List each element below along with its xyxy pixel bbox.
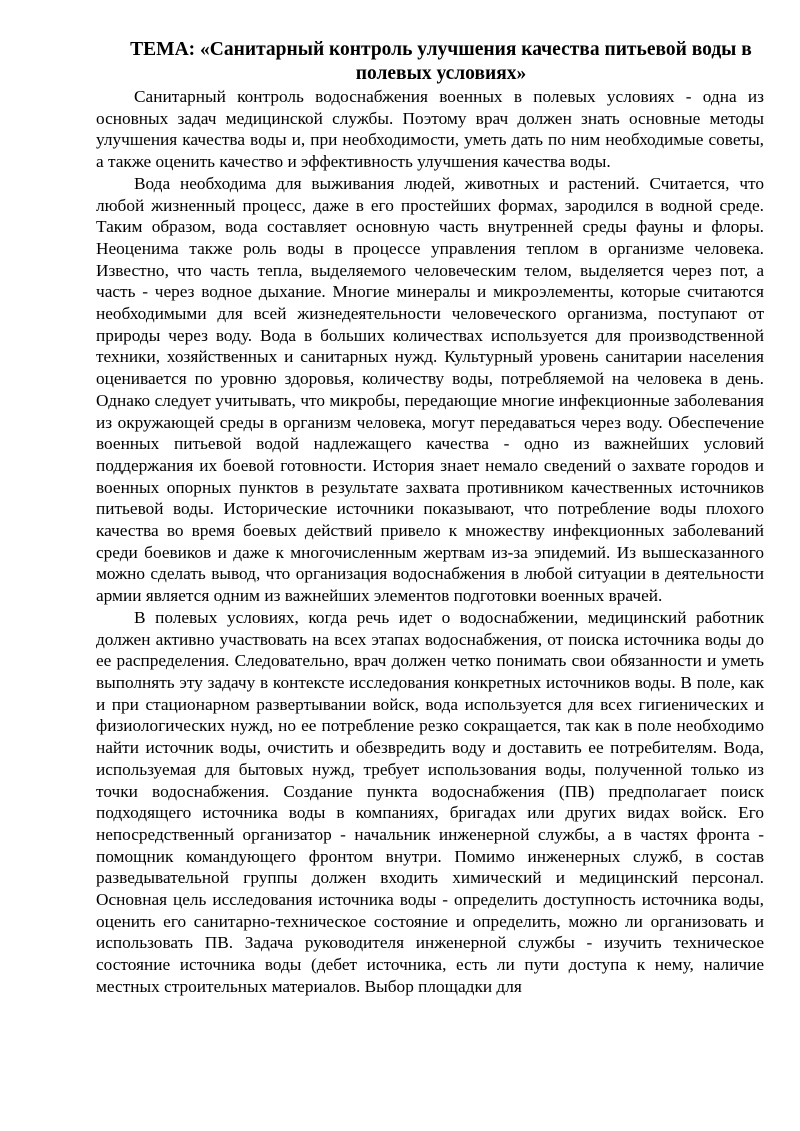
document-title: ТЕМА: «Санитарный контроль улучшения качества питьевой воды в полевых условиях» (130, 39, 752, 84)
document-page (96, 38, 764, 998)
paragraph-field-conditions: В полевых условиях, когда речь идет о водоснабжении, медицинский работник должен активно участвовать на всех этапах водоснабжения, от поиска источника воды до ее распределения. Следовательно, врач должен четко понимать свои обязанности и уметь выполнять эту задачу в контексте исследования конкретных источников воды. В поле, как и при стационарном развертывании войск, вода используется для всех гигиенических и физиологических нужд, но ее потребление резко сокращается, так как в поле необходимо найти источник воды, очистить и обезвредить воду и доставить ее потребителям. Вода, используемая для бытовых нужд, требует использования воды, полученной только из точки водоснабжения. Создание пункта водоснабжения (ПВ) предполагает поиск подходящего источника воды в компаниях, бригадах или других видах войск. Его непосредственный организатор - начальник инженерной службы, а в частях фронта - помощник командующего фронтом внутри. Помимо инженерных служб, в состав разведывательной группы должен входить химический и медицинский персонал. Основная цель исследования источника воды - определить доступность источника воды, оценить его санитарно-техническое состояние и определить, можно ли организовать и использовать ПВ. Задача руководителя инженерной службы - изучить техническое состояние источника воды (дебет источника, есть ли пути доступа к нему, наличие местных строительных материалов. Выбор площадки для (96, 607, 764, 996)
paragraph-water-importance: Вода необходима для выживания людей, животных и растений. Считается, что любой жизненный процесс, даже в его простейших формах, зародился в водной среде. Таким образом, вода составляет основную часть внутренней среды фауны и флоры. Неоценима также роль воды в процессе управления теплом в организме человека. Известно, что часть тепла, выделяемого человеческим телом, выделяется через пот, а часть - через водное дыхание. Многие минералы и микроэлементы, которые считаются необходимыми для всей жизнедеятельности человеческого организма, поступают от природы через воду. Вода в больших количествах используется для производственной техники, хозяйственных и санитарных нужд. Культурный уровень санитарии населения оценивается по уровню здоровья, количеству воды, потребляемой на человека в день. Однако следует учитывать, что микробы, передающие многие инфекционные заболевания из окружающей среды в организм человека, могут передаваться через воду. Обеспечение военных питьевой водой надлежащего качества - одно из важнейших условий поддержания их боевой готовности. История знает немало сведений о захвате городов и военных опорных пунктов в результате захвата противником качественных источников питьевой воды. Исторические источники показывают, что потребление воды плохого качества во время боевых действий привело к множеству инфекционных заболеваний среди боевиков и даже к многочисленным жертвам из-за эпидемий. Из вышесказанного можно сделать вывод, что организация водоснабжения в любой ситуации в деятельности армии является одним из важнейших элементов подготовки военных врачей. (96, 173, 764, 606)
paragraph-intro: Санитарный контроль водоснабжения военных в полевых условиях - одна из основных задач медицинской службы. Поэтому врач должен знать основные методы улучшения качества воды и, при необходимости, уметь дать по ним необходимые советы, а также оценить качество и эффективность улучшения качества воды. (96, 87, 764, 172)
